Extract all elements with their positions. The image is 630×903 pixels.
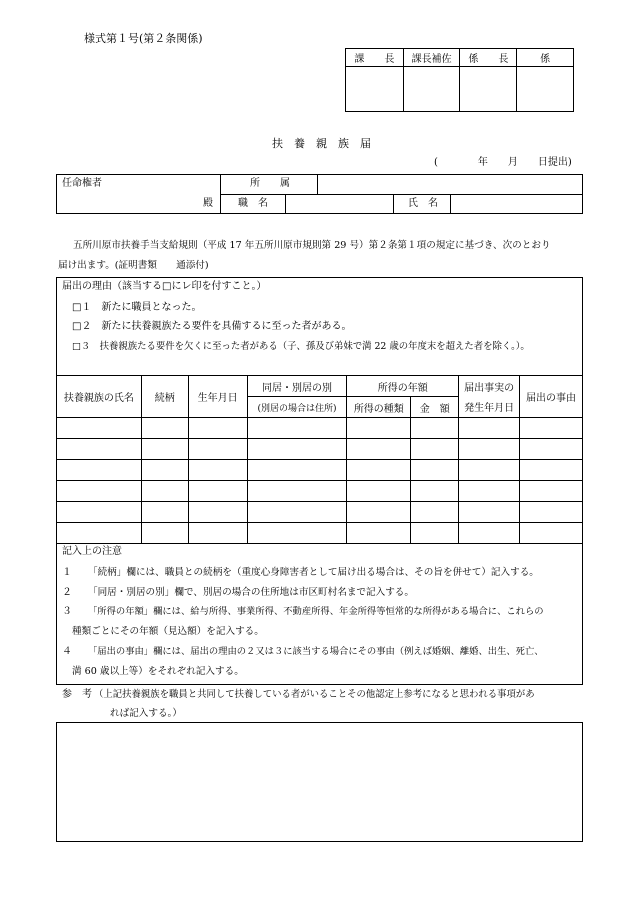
note-1-number: １ xyxy=(62,567,72,578)
cell[interactable] xyxy=(347,460,411,481)
name-label: 氏 名 xyxy=(408,198,438,209)
cell[interactable] xyxy=(459,460,520,481)
job-title-field[interactable] xyxy=(286,195,392,213)
cell[interactable] xyxy=(141,418,188,439)
cell[interactable] xyxy=(411,439,459,460)
cell[interactable] xyxy=(459,439,520,460)
reference-text-2: れば記入する。） xyxy=(110,708,182,719)
cell[interactable] xyxy=(411,502,459,523)
reason-option-3[interactable]: □３ 扶養親族たる要件を欠くに至った者がある（子、孫及び弟妹で満 22 歳の年度末を超えた者を除く。）。 xyxy=(72,341,530,352)
cell[interactable] xyxy=(520,481,583,502)
cell[interactable] xyxy=(57,481,142,502)
job-title-label: 職 名 xyxy=(238,198,268,209)
cell[interactable] xyxy=(141,481,188,502)
dono-label: 殿 xyxy=(203,198,213,209)
col-header-income-amount: 金 額 xyxy=(411,397,459,418)
note-4-number: ４ xyxy=(62,646,72,657)
col-header-relation: 続柄 xyxy=(141,376,188,418)
cell[interactable] xyxy=(411,460,459,481)
col-header-reason: 届出の事由 xyxy=(520,376,583,418)
cell[interactable] xyxy=(57,502,142,523)
cell[interactable] xyxy=(247,502,347,523)
cell[interactable] xyxy=(188,481,247,502)
cell[interactable] xyxy=(57,523,142,544)
col-header-dependent-name: 扶養親族の氏名 xyxy=(57,376,142,418)
approval-header-staff: 係 xyxy=(517,49,574,67)
cell[interactable] xyxy=(347,502,411,523)
col-header-event-date-2: 発生年月日 xyxy=(459,397,520,418)
cell[interactable] xyxy=(247,439,347,460)
cell[interactable] xyxy=(411,481,459,502)
cell[interactable] xyxy=(347,418,411,439)
col-header-cohabitation-note: (別居の場合は住所) xyxy=(247,397,347,418)
col-header-income-type: 所得の種類 xyxy=(347,397,411,418)
approval-stamp-cell[interactable] xyxy=(403,67,460,112)
cell[interactable] xyxy=(459,502,520,523)
cell[interactable] xyxy=(411,523,459,544)
reason-option-2[interactable]: □２ 新たに扶養親族たる要件を具備するに至った者がある。 xyxy=(72,321,352,332)
cell[interactable] xyxy=(57,460,142,481)
cell[interactable] xyxy=(247,481,347,502)
form-number: 様式第１号(第２条関係) xyxy=(84,32,203,45)
approval-stamp-cell[interactable] xyxy=(517,67,574,112)
approval-header-unit-chief: 係 長 xyxy=(460,49,517,67)
statement-line-2: 届け出ます。(証明書類 通添付) xyxy=(58,260,209,271)
cell[interactable] xyxy=(520,523,583,544)
cell[interactable] xyxy=(141,439,188,460)
cell[interactable] xyxy=(57,439,142,460)
note-1-text: 「続柄」欄には、職員との続柄を（重度心身障害者として届け出る場合は、その旨を併せて）記入する。 xyxy=(88,567,539,578)
cell[interactable] xyxy=(57,418,142,439)
col-header-birthdate: 生年月日 xyxy=(188,376,247,418)
cell[interactable] xyxy=(188,460,247,481)
statement-line-1: 五所川原市扶養手当支給規則（平成 17 年五所川原市規則第 29 号）第２条第１項の規定に基づき、次のとおり xyxy=(73,240,551,251)
name-field[interactable] xyxy=(451,195,582,213)
cell[interactable] xyxy=(411,418,459,439)
cell[interactable] xyxy=(520,418,583,439)
affiliation-label: 所 属 xyxy=(250,178,290,189)
approval-header-section-chief: 課 長 xyxy=(346,49,404,67)
cell[interactable] xyxy=(141,502,188,523)
note-3-text: 「所得の年額」欄には、給与所得、事業所得、不動産所得、年金所得等恒常的な所得がある場合に、これらの xyxy=(88,606,544,617)
cell[interactable] xyxy=(459,418,520,439)
approval-stamp-table xyxy=(345,48,574,112)
col-header-cohabitation: 同居・別居の別 xyxy=(247,376,347,397)
note-2-text: 「同居・別居の別」欄で、別居の場合の住所地は市区町村名まで記入する。 xyxy=(88,587,414,598)
note-3-number: ３ xyxy=(62,606,72,617)
cell[interactable] xyxy=(188,439,247,460)
cell[interactable] xyxy=(459,523,520,544)
cell[interactable] xyxy=(520,502,583,523)
cell[interactable] xyxy=(188,523,247,544)
approval-stamp-cell[interactable] xyxy=(346,67,404,112)
notes-heading: 記入上の注意 xyxy=(62,546,122,557)
cell[interactable] xyxy=(459,481,520,502)
col-header-event-date-1: 届出事実の xyxy=(459,376,520,397)
affiliation-field[interactable] xyxy=(318,175,582,193)
cell[interactable] xyxy=(188,502,247,523)
cell[interactable] xyxy=(247,418,347,439)
cell[interactable] xyxy=(247,460,347,481)
reason-option-1[interactable]: □１ 新たに職員となった。 xyxy=(72,302,202,313)
submission-date[interactable]: ( 年 月 日提出) xyxy=(434,157,572,168)
cell[interactable] xyxy=(247,523,347,544)
dependents-table xyxy=(56,375,583,544)
note-2-number: ２ xyxy=(62,587,72,598)
note-3-continuation: 種類ごとにその年額（見込額）を記入する。 xyxy=(72,626,264,637)
appointer-label: 任命権者 xyxy=(62,178,102,189)
note-4-continuation: 満 60 歳以上等）をそれぞれ記入する。 xyxy=(72,666,244,677)
cell[interactable] xyxy=(141,523,188,544)
cell[interactable] xyxy=(347,523,411,544)
note-4-text: 「届出の事由」欄には、届出の理由の２又は３に該当する場合にその事由（例えば婚姻、離婚、出生、死亡、 xyxy=(88,646,544,657)
approval-header-assistant-chief: 課長補佐 xyxy=(403,49,460,67)
form-title: 扶 養 親 族 届 xyxy=(272,137,371,150)
reference-notes-field[interactable] xyxy=(56,722,583,842)
cell[interactable] xyxy=(520,460,583,481)
approval-stamp-cell[interactable] xyxy=(460,67,517,112)
cell[interactable] xyxy=(141,460,188,481)
cell[interactable] xyxy=(347,481,411,502)
cell[interactable] xyxy=(520,439,583,460)
cell[interactable] xyxy=(347,439,411,460)
reference-text-1: （上記扶養親族を職員と共同して扶養している者がいることその他認定上参考になると思われる事項があ xyxy=(94,689,535,700)
col-header-annual-income: 所得の年額 xyxy=(347,376,459,397)
reasons-heading: 届出の理由（該当する□にレ印を付すこと。） xyxy=(62,281,267,292)
cell[interactable] xyxy=(188,418,247,439)
reference-label: 参 考 xyxy=(62,689,92,700)
